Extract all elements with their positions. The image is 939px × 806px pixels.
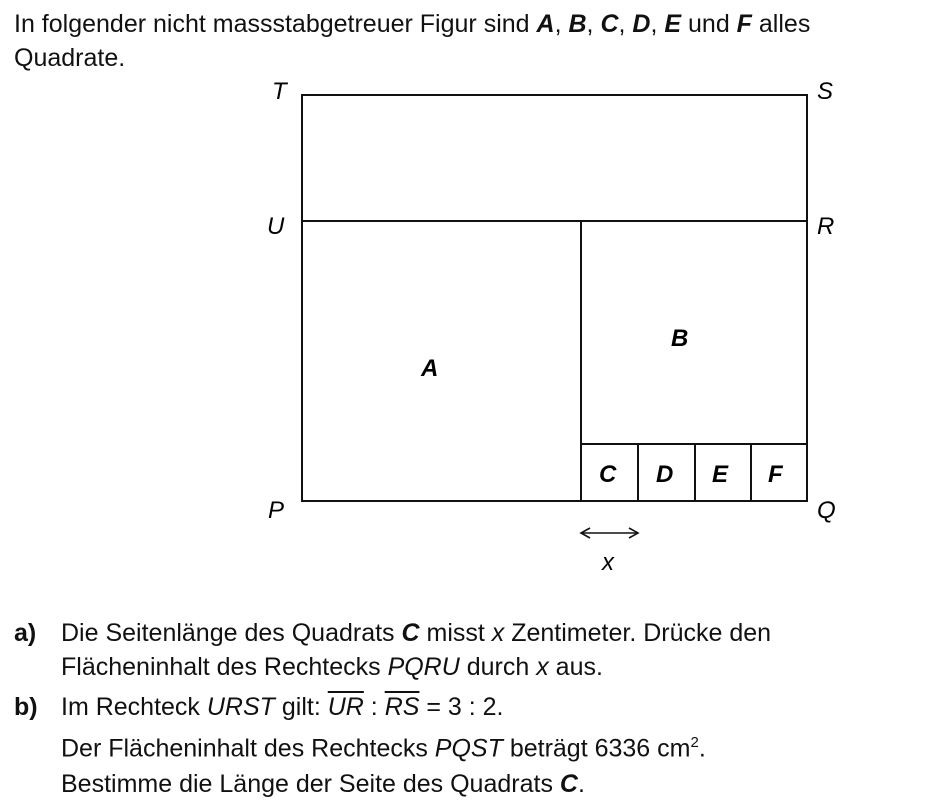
point-T: T [272, 78, 287, 105]
task-b-body: Im Rechteck URST gilt: $\overline{UR}$ : $\overline{RS} = 3$ : 2. Der Flächeninhalt des Rechtecks PQST beträgt 6336 $cm^2$. Bestimme die Länge der Seite des Quadrats C. [61, 693, 706, 799]
square-F-label: F [768, 461, 783, 488]
x-label: x [602, 549, 614, 576]
point-Q: Q [817, 497, 836, 524]
square-E-label: E [712, 461, 729, 488]
point-U: U [267, 213, 285, 240]
square-A-label: A [421, 355, 439, 382]
square-D-label: D [656, 461, 674, 488]
task-a-label: a) [14, 619, 37, 647]
term-E: E [664, 10, 682, 38]
term-B: B [568, 10, 587, 38]
term-F: F [736, 10, 752, 38]
point-S: S [817, 78, 834, 105]
point-P: P [268, 497, 285, 524]
task-b-label: b) [14, 693, 38, 721]
term-A: A [536, 10, 555, 38]
intro-line-1: In folgender nicht massstabgetreuer Figur sind A, B, C, D, E und F alles [14, 10, 811, 38]
task-a-body: Die Seitenlänge des Quadrats C misst x Zentimeter. Drücke den Flächeninhalt des Rechtecks PQRU durch x aus. [61, 619, 772, 681]
term-D: D [632, 10, 651, 38]
double-arrow-icon [581, 528, 638, 538]
outer-rectangle [302, 95, 807, 501]
point-R: R [817, 213, 835, 240]
term-C: C [600, 10, 619, 38]
intro-line-2: Quadrate. [14, 44, 126, 72]
square-C-label: C [599, 461, 617, 488]
square-B-label: B [671, 325, 689, 352]
